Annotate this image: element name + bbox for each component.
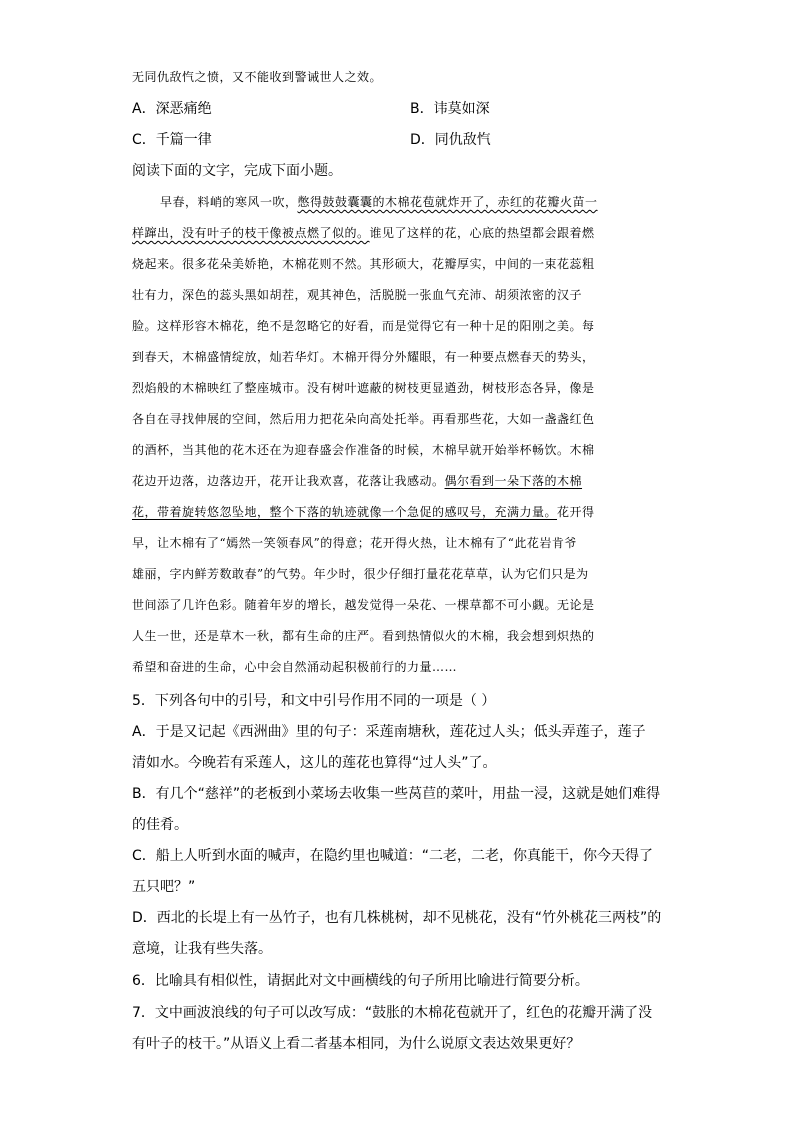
question-5-option-d: D．西北的长堤上有一丛竹子，也有几株桃树，却不见桃花，没有“竹外桃花三两枝”的	[132, 910, 662, 926]
passage-line-3: 烧起来。很多花朵美娇艳，木棉花则不然。其形硕大，花瓣厚实，中间的一束花蕊粗	[132, 257, 595, 271]
question-7-line-1: 7．文中画波浪线的句子可以改写成：“鼓胀的木棉花苞就开了，红色的花瓣开满了没	[132, 1005, 653, 1021]
question-5-option-c-cont: 五只吧？”	[132, 879, 196, 895]
question-5-option-d-cont: 意境，让我有些失落。	[132, 941, 272, 957]
underlined-sentence: 偶尔看到一朵下落的木棉	[444, 474, 583, 488]
passage-text: 花边开边落，边落边开，花开让我欢喜，花落让我感动。	[132, 474, 445, 488]
passage-line-11	[132, 503, 595, 520]
passage-line-16: 希望和奋进的生命，心中会自然涌动起积极前行的力量……	[132, 660, 458, 674]
wavy-underlined-sentence: 样蹿出，没有叶子的枝干像被点燃了似的。	[132, 226, 370, 240]
question-6: 6．比喻具有相似性，请据此对文中画横线的句子所用比喻进行简要分析。	[132, 973, 589, 989]
question-5-option-b-cont: 的佳肴。	[132, 817, 188, 833]
question-5-option-a-cont: 清如水。今晚若有采莲人，这儿的莲花也算得“过人头”了。	[132, 755, 497, 771]
question-5-option-a: A．于是又记起《西洲曲》里的句子：采莲南塘秋，莲花过人头；低头弄莲子，莲子	[132, 724, 646, 740]
reading-instruction: 阅读下面的文字，完成下面小题。	[132, 163, 342, 179]
passage-line-9: 的酒杯，当其他的花木还在为迎春盛会作准备的时候，木棉早就开始举杯畅饮。木棉	[132, 443, 595, 457]
option-a-q4: A．深恶痛绝	[132, 101, 212, 117]
passage-line-13: 雄丽，字内鲜芳数敢春”的气势。年少时，很少仔细打量花花草草，认为它们只是为	[132, 567, 589, 581]
passage-text: 早春，料峭的寒风一吹，	[160, 195, 298, 209]
passage-line-5: 脸。这样形容木棉花，绝不是忽略它的好看，而是觉得它有一种十足的阳刚之美。每	[132, 319, 595, 333]
passage-line-4: 壮有力，深色的蕊头黑如胡茬，观其神色，活脱脱一张血气充沛、胡须浓密的汉子	[132, 288, 583, 302]
passage-line-10	[132, 472, 582, 489]
passage-text: 谁见了这样的花，心底的热望都会跟着燃	[369, 226, 595, 240]
option-b-q4: B．讳莫如深	[410, 101, 490, 117]
option-d-q4: D．同仇敌忾	[410, 132, 491, 148]
passage-line-2	[132, 224, 595, 241]
passage-line-7: 烈焰般的木棉映红了整座城市。没有树叶遮蔽的树枝更显遒劲，树枝形态各异，像是	[132, 381, 595, 395]
wavy-underlined-sentence: 憋得鼓鼓囊囊的木棉花苞就炸开了，赤红的花瓣火苗一	[297, 195, 598, 209]
passage-line-8: 各自在寻找伸展的空间，然后用力把花朵向高处托举。再看那些花，大如一盏盏红色	[132, 412, 595, 426]
passage-line-12: 早，让木棉有了“嫣然一笑领春风”的得意；花开得火热，让木棉有了“此花岩肯爷	[132, 536, 577, 550]
passage-line-6: 到春天，木棉盛情绽放，灿若华灯。木棉开得分外耀眼，有一种要点燃春天的势头，	[132, 350, 595, 364]
question-5-option-b: B．有几个“慈祥”的老板到小菜场去收集一些莴苣的菜叶，用盐一浸，这就是她们难得	[132, 786, 661, 802]
passage-line-1	[160, 193, 598, 210]
passage-line-15: 人生一世，还是草木一秋，都有生命的庄严。看到热情似火的木棉，我会想到炽热的	[132, 629, 595, 643]
question-5-stem: 5．下列各句中的引号，和文中引号作用不同的一项是（ ）	[132, 693, 496, 709]
question-5-option-c: C．船上人听到水面的喊声，在隐约里也喊道：“二老，二老，你真能干，你今天得了	[132, 848, 654, 864]
option-c-q4: C．千篇一律	[132, 132, 212, 148]
underlined-sentence: 花，带着旋转悠忽坠地，整个下落的轨迹就像一个急促的感叹号，充满力量。	[132, 505, 558, 519]
question-7-line-2: 有叶子的枝干。”从语义上看二者基本相同，为什么说原文表达效果更好？	[132, 1036, 581, 1052]
top-line: 无同仇敌忾之愤，又不能收到警诫世人之效。	[132, 70, 383, 84]
passage-line-14: 世间添了几许色彩。随着年岁的增长，越发觉得一朵花、一棵草都不可小觑。无论是	[132, 598, 595, 612]
passage-text: 花开得	[557, 505, 595, 519]
